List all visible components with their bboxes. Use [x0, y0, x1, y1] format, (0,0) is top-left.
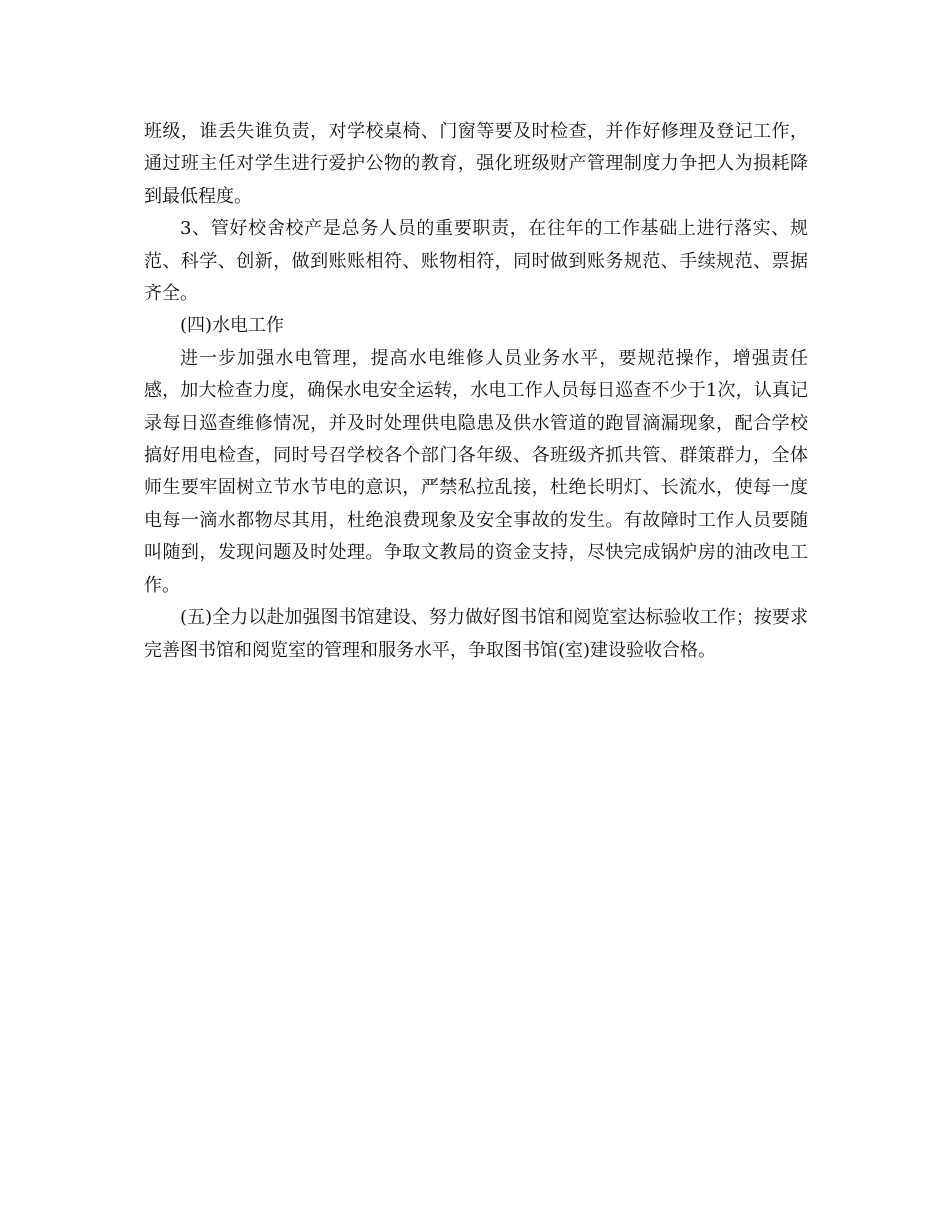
paragraph-3: 进一步加强水电管理，提高水电维修人员业务水平，要规范操作，增强责任感，加大检查力度，确保水电安全运转，水电工作人员每日巡查不少于1次，认真记录每日巡查维修情况，并及时处理供电隐患及供水管道的跑冒滴漏现象，配合学校搞好用电检查，同时号召学校各个部门各年级、各班级齐抓共管、群策群力，全体师生要牢固树立节水节电的意识，严禁私拉乱接，杜绝长明灯、长流水，使每一度电每一滴水都物尽其用，杜绝浪费现象及安全事故的发生。有故障时工作人员要随叫随到，发现问题及时处理。争取文教局的资金支持，尽快完成锅炉房的油改电工作。 [144, 347, 808, 596]
paragraph-2: 3、管好校舍校产是总务人员的重要职责，在往年的工作基础上进行落实、规范、科学、创新，做到账账相符、账物相符，同时做到账务规范、手续规范、票据齐全。 [144, 218, 808, 305]
document-body [144, 116, 808, 667]
paragraph-1: 班级，谁丢失谁负责，对学校桌椅、门窗等要及时检查，并作好修理及登记工作，通过班主任对学生进行爱护公物的教育，强化班级财产管理制度力争把人为损耗降到最低程度。 [144, 121, 808, 207]
paragraph-4: (五)全力以赴加强图书馆建设、努力做好图书馆和阅览室达标验收工作；按要求完善图书馆和阅览室的管理和服务水平，争取图书馆(室)建设验收合格。 [144, 607, 808, 661]
section-heading-water-electric: (四)水电工作 [180, 315, 285, 337]
